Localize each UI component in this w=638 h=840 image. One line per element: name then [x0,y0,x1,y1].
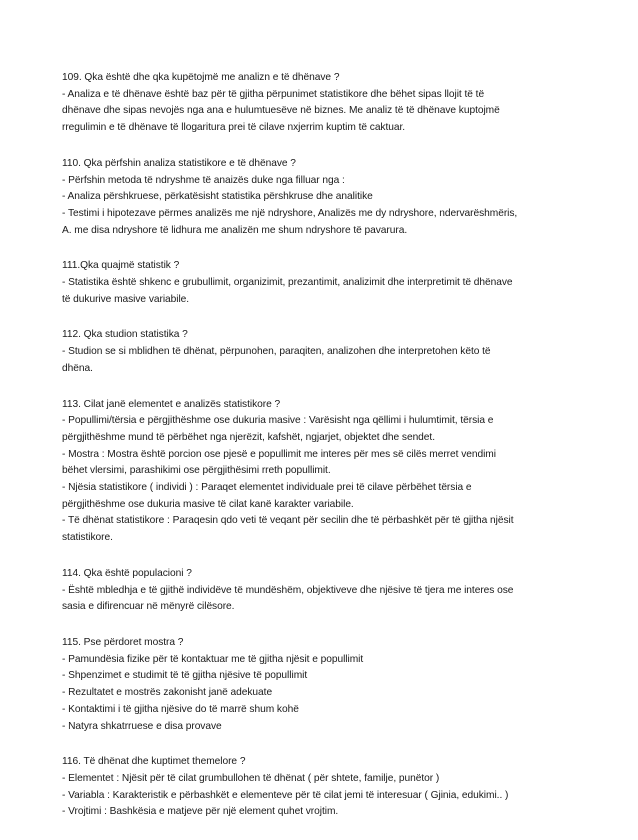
question-heading: 114. Qka është populacioni ? [62,567,192,579]
answer-line: përgjithëshme ose dukuria masive të cilat kanë karakter variabile. [62,498,354,510]
answer-line: - Është mbledhja e të gjithë individëve të mundëshëm, objektiveve dhe njësive të tjera me interes ose [62,584,514,596]
answer-line: - Popullimi/tërsia e përgjithëshme ose dukuria masive : Varësisht nga qëllimi i hulumtimit, tërsia e [62,415,494,427]
answer-line: statistikore. [62,532,113,544]
answer-line: - Analiza e të dhënave është baz për të gjitha përpunimet statistikore dhe bëhet sipas llojit të të [62,88,485,100]
question-heading: 110. Qka përfshin analiza statistikore e të dhënave ? [62,157,296,169]
question-block-116 [62,754,582,821]
answer-line: - Natyra shkatrruese e disa provave [62,720,222,732]
answer-line: - Mostra : Mostra është porcion ose pjesë e popullimit me interes për mes së cilës merret vendimi [62,448,496,460]
answer-line: - Elementet : Njësit për të cilat grumbullohen të dhënat ( për shtete, familje, punëtor ) [62,772,440,784]
question-heading: 115. Pse përdoret mostra ? [62,636,184,648]
question-block-112 [62,327,582,377]
answer-line: A. me disa ndryshore të lidhura me analizën me shum ndryshore të pavarura. [62,224,408,236]
question-block-111 [62,258,582,308]
answer-line: - Testimi i hipotezave përmes analizës me një ndryshore, Analizës me dy ndryshore, ndervarëshmëris, [62,207,518,219]
answer-line: - Të dhënat statistikore : Paraqesin qdo veti të veqant për secilin dhe të përbashkët për të gjitha njësit [62,515,514,527]
answer-line: rregulimin e të dhënave të llogaritura prei të cilave nxjerrim kuptim të caktuar. [62,122,406,134]
answer-line: dhëna. [62,362,93,374]
answer-line: të dukurive masive variabile. [62,293,190,305]
question-block-109 [62,70,582,137]
answer-line: - Vrojtimi : Bashkësia e matjeve për një element quhet vrojtim. [62,806,339,818]
answer-line: - Pamundësia fizike për të kontaktuar me të gjitha njësit e popullimit [62,653,364,665]
answer-line: përgjithëshme mund të përbëhet nga njerëzit, kafshët, ngjarjet, objektet dhe sendet. [62,431,435,443]
question-heading: 116. Të dhënat dhe kuptimet themelore ? [62,756,246,768]
question-heading: 113. Cilat janë elementet e analizës statistikore ? [62,398,281,410]
document-page [62,70,582,840]
question-heading: 111.Qka quajmë statistik ? [62,260,180,272]
answer-line: - Kontaktimi i të gjitha njësive do të marrë shum kohë [62,703,299,715]
question-heading: 112. Qka studion statistika ? [62,329,188,341]
answer-line: sasia e difirencuar në mënyrë cilësore. [62,601,235,613]
answer-line: - Përfshin metoda të ndryshme të anaizës duke nga filluar nga : [62,174,345,186]
answer-line: - Njësia statistikore ( individi ) : Paraqet elementet individuale prei të cilave përbëhet tërsia e [62,482,472,494]
answer-line: - Shpenzimet e studimit të të gjitha njësive të popullimit [62,670,308,682]
answer-line: - Statistika është shkenc e grubullimit, organizimit, prezantimit, analizimit dhe interpretimit të dhënave [62,277,513,289]
answer-line: dhënave dhe sipas nevojës nga ana e hulumtuesëve në biznes. Me analiz të të dhënave kuptojmë [62,105,500,117]
question-block-113 [62,397,582,547]
answer-line: - Rezultatet e mostrës zakonisht janë adekuate [62,687,273,699]
question-block-110 [62,156,582,240]
answer-line: - Variabla : Karakteristik e përbashkët e elementeve për të cilat jemi të interesuar ( Gjinia, edukimi.. ) [62,789,509,801]
answer-line: - Studion se si mblidhen të dhënat, përpunohen, paraqiten, analizohen dhe interpretohen këto të [62,346,491,358]
question-heading: 109. Qka është dhe qka kupëtojmë me analizn e të dhënave ? [62,72,340,83]
answer-line: - Analiza përshkruese, përkatësisht statistika përshkruse dhe analitike [62,191,373,203]
question-block-114 [62,566,582,616]
answer-line: bëhet vlersimi, parashikimi ose përgjithësimi rreth popullimit. [62,465,331,477]
question-block-115 [62,635,582,735]
